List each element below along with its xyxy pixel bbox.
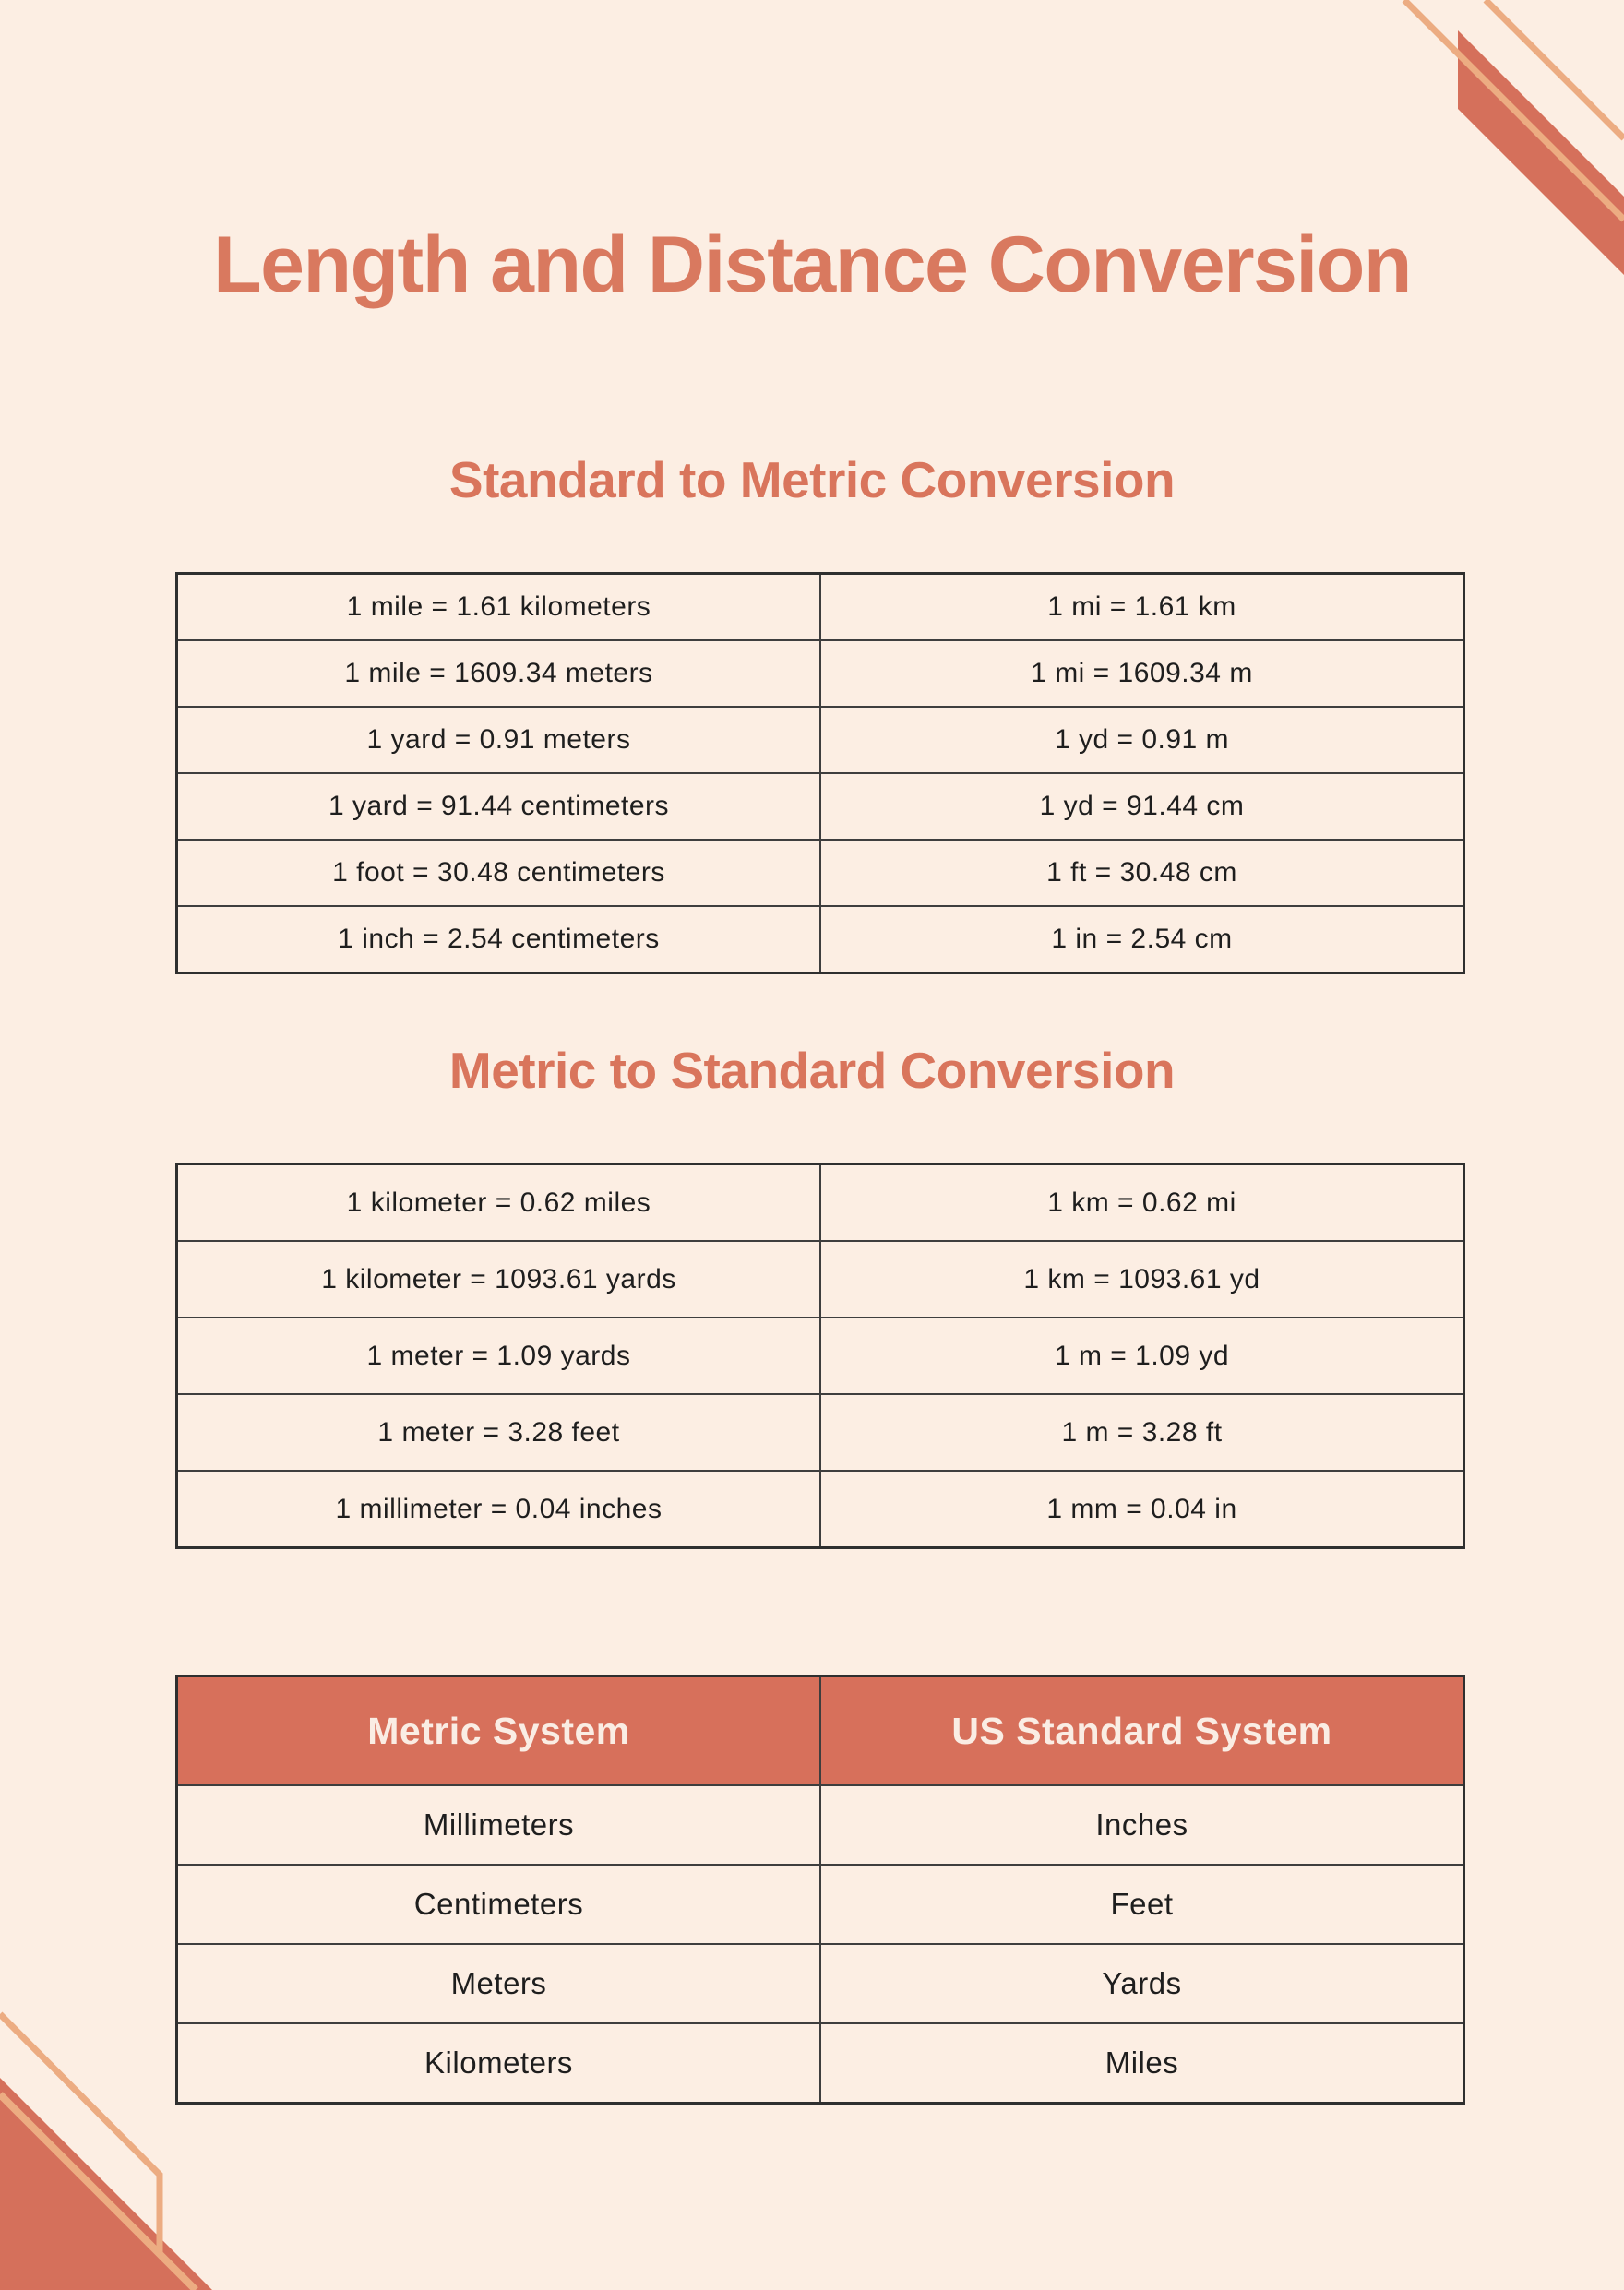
table-row [177, 1865, 1464, 1944]
table-row [177, 1394, 1464, 1471]
table-row [177, 1785, 1464, 1865]
conversion-cell: 1 in = 2.54 cm [820, 906, 1464, 973]
table-row [177, 1241, 1464, 1318]
conversion-cell: 1 mile = 1.61 kilometers [177, 574, 821, 641]
unit-cell: Kilometers [177, 2023, 821, 2104]
table-row [177, 1318, 1464, 1394]
standard-to-metric-table [175, 572, 1465, 974]
section-heading-standard-to-metric: Standard to Metric Conversion [448, 451, 1176, 508]
conversion-cell: 1 mi = 1.61 km [820, 574, 1464, 641]
conversion-cell: 1 meter = 1.09 yards [177, 1318, 821, 1394]
conversion-cell: 1 meter = 3.28 feet [177, 1394, 821, 1471]
table-row [177, 1944, 1464, 2023]
metric-to-standard-table [175, 1163, 1465, 1549]
table-header-row [177, 1676, 1464, 1786]
conversion-cell: 1 m = 1.09 yd [820, 1318, 1464, 1394]
section-heading-metric-to-standard: Metric to Standard Conversion [448, 1042, 1176, 1099]
unit-cell: Centimeters [177, 1865, 821, 1944]
unit-cell: Miles [820, 2023, 1464, 2104]
conversion-cell: 1 km = 1093.61 yd [820, 1241, 1464, 1318]
conversion-cell: 1 millimeter = 0.04 inches [177, 1471, 821, 1548]
unit-cell: Inches [820, 1785, 1464, 1865]
unit-cell: Millimeters [177, 1785, 821, 1865]
conversion-cell: 1 inch = 2.54 centimeters [177, 906, 821, 973]
conversion-cell: 1 yd = 91.44 cm [820, 773, 1464, 840]
unit-cell: Meters [177, 1944, 821, 2023]
conversion-cell: 1 yard = 0.91 meters [177, 707, 821, 773]
conversion-cell: 1 yard = 91.44 centimeters [177, 773, 821, 840]
page-title: Length and Distance Conversion [213, 221, 1411, 309]
table-row [177, 2023, 1464, 2104]
table-row [177, 906, 1464, 973]
conversion-cell: 1 mm = 0.04 in [820, 1471, 1464, 1548]
conversion-cell: 1 mile = 1609.34 meters [177, 640, 821, 707]
conversion-cell: 1 foot = 30.48 centimeters [177, 840, 821, 906]
unit-cell: Feet [820, 1865, 1464, 1944]
unit-cell: Yards [820, 1944, 1464, 2023]
systems-comparison-table [175, 1675, 1465, 2105]
table-row [177, 840, 1464, 906]
table-row [177, 574, 1464, 641]
conversion-cell: 1 kilometer = 1093.61 yards [177, 1241, 821, 1318]
table-row [177, 773, 1464, 840]
conversion-cell: 1 ft = 30.48 cm [820, 840, 1464, 906]
metric-system-header: Metric System [177, 1676, 821, 1786]
conversion-cell: 1 yd = 0.91 m [820, 707, 1464, 773]
ribbon-band-shape [0, 2078, 212, 2290]
conversion-cell: 1 m = 3.28 ft [820, 1394, 1464, 1471]
table-row [177, 707, 1464, 773]
table-row [177, 1471, 1464, 1548]
conversion-cell: 1 mi = 1609.34 m [820, 640, 1464, 707]
us-standard-system-header: US Standard System [820, 1676, 1464, 1786]
conversion-cell: 1 kilometer = 0.62 miles [177, 1164, 821, 1242]
table-row [177, 1164, 1464, 1242]
table-row [177, 640, 1464, 707]
conversion-cell: 1 km = 0.62 mi [820, 1164, 1464, 1242]
